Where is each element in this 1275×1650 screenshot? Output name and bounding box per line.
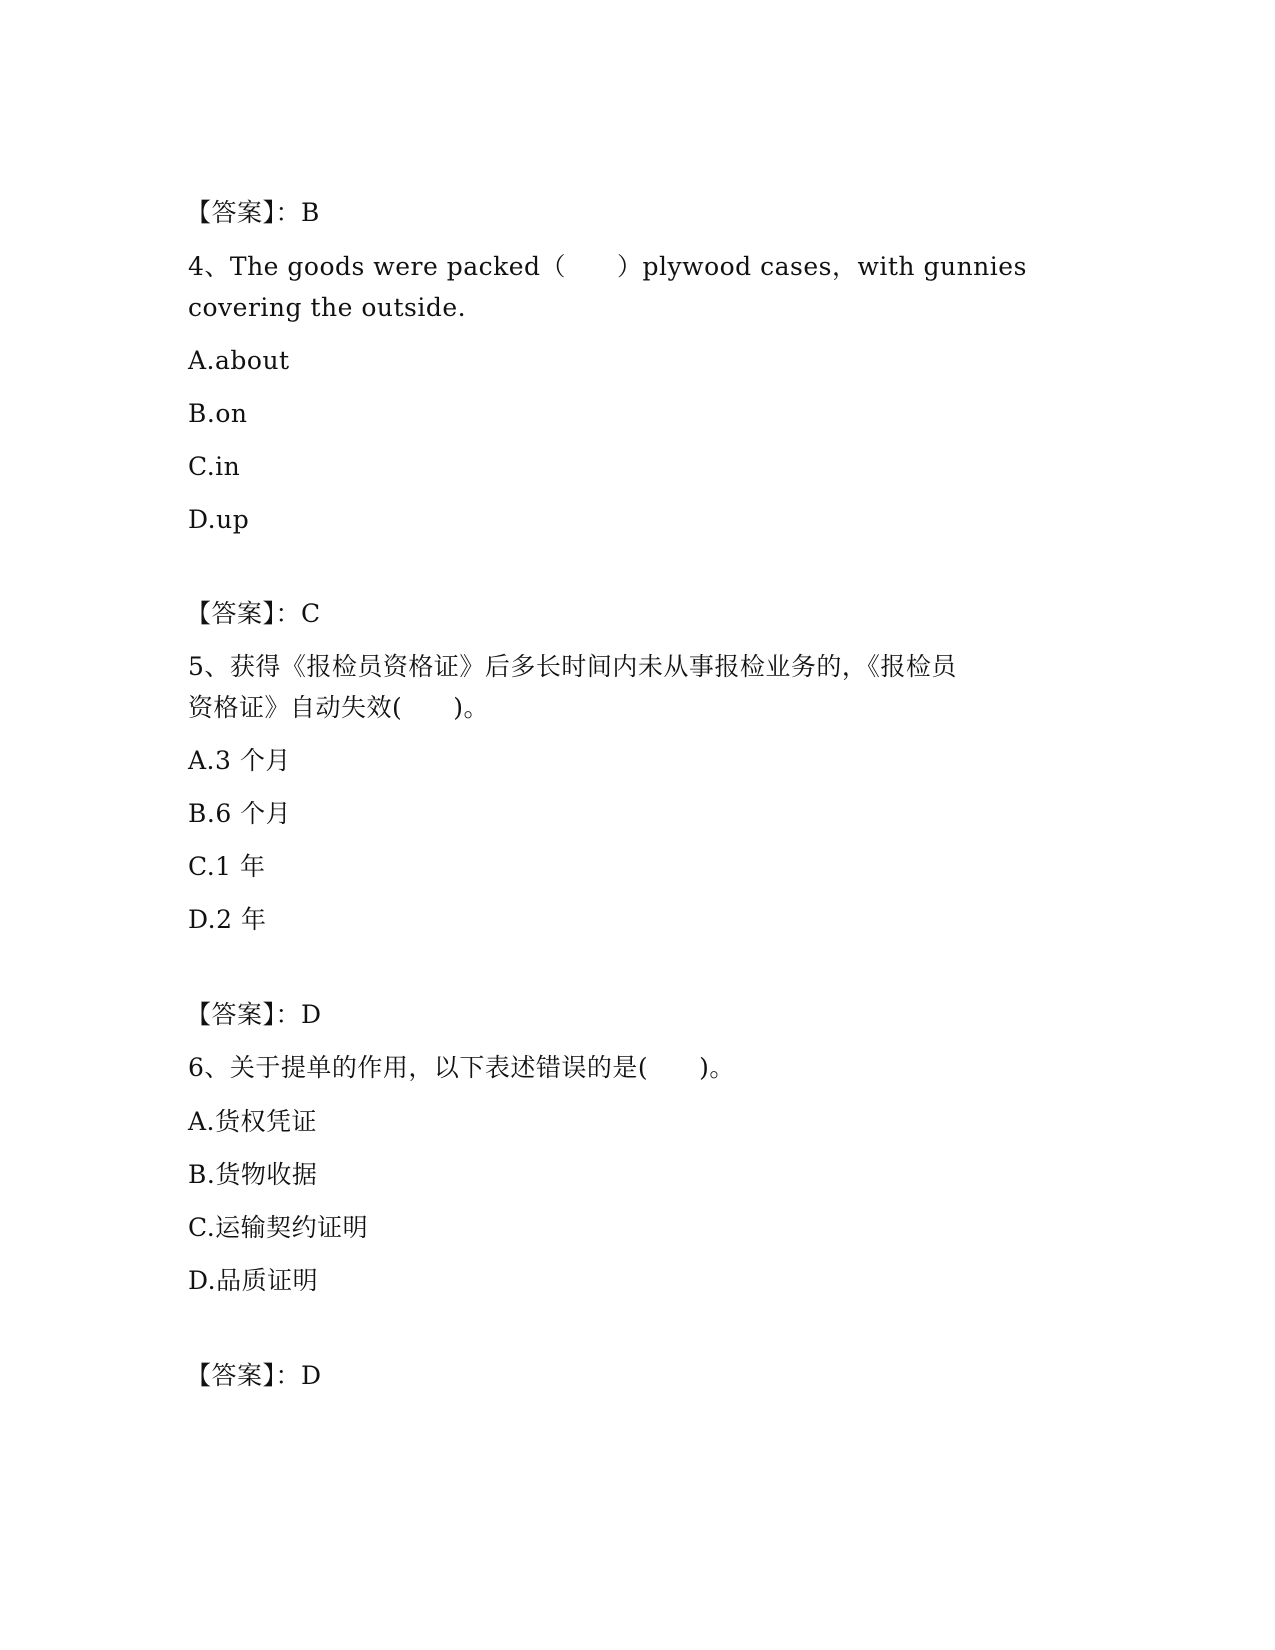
question-4-option-b: B.on [188, 399, 248, 428]
question-5-option-d: D.2 年 [188, 905, 267, 934]
question-4-option-c: C.in [188, 452, 241, 481]
question-6-option-d: D.品质证明 [188, 1266, 319, 1295]
question-4-option-a: A.about [188, 346, 290, 375]
question-5-option-a: A.3 个月 [188, 746, 291, 775]
question-5-option-b: B.6 个月 [188, 799, 292, 828]
answer-5: 【答案】：D [186, 1000, 322, 1029]
question-6-option-a: A.货权凭证 [188, 1107, 318, 1136]
question-5-line-1: 5、获得《报检员资格证》后多长时间内未从事报检业务的，《报检员 [188, 652, 957, 681]
answer-6: 【答案】：D [186, 1361, 322, 1390]
question-4-option-d: D.up [188, 505, 250, 534]
question-5-line-2: 资格证》自动失效( )。 [188, 693, 490, 722]
answer-3: 【答案】：B [186, 198, 320, 227]
question-4-line-2: covering the outside. [188, 293, 467, 322]
question-6-option-b: B.货物收据 [188, 1160, 318, 1189]
question-6-option-c: C.运输契约证明 [188, 1213, 369, 1242]
question-5-option-c: C.1 年 [188, 852, 266, 881]
question-4-line-1: 4、The goods were packed（ ）plywood cases，with gunnies [188, 252, 1027, 281]
question-6-line-1: 6、关于提单的作用，以下表述错误的是( )。 [188, 1053, 735, 1082]
answer-4: 【答案】：C [186, 599, 321, 628]
